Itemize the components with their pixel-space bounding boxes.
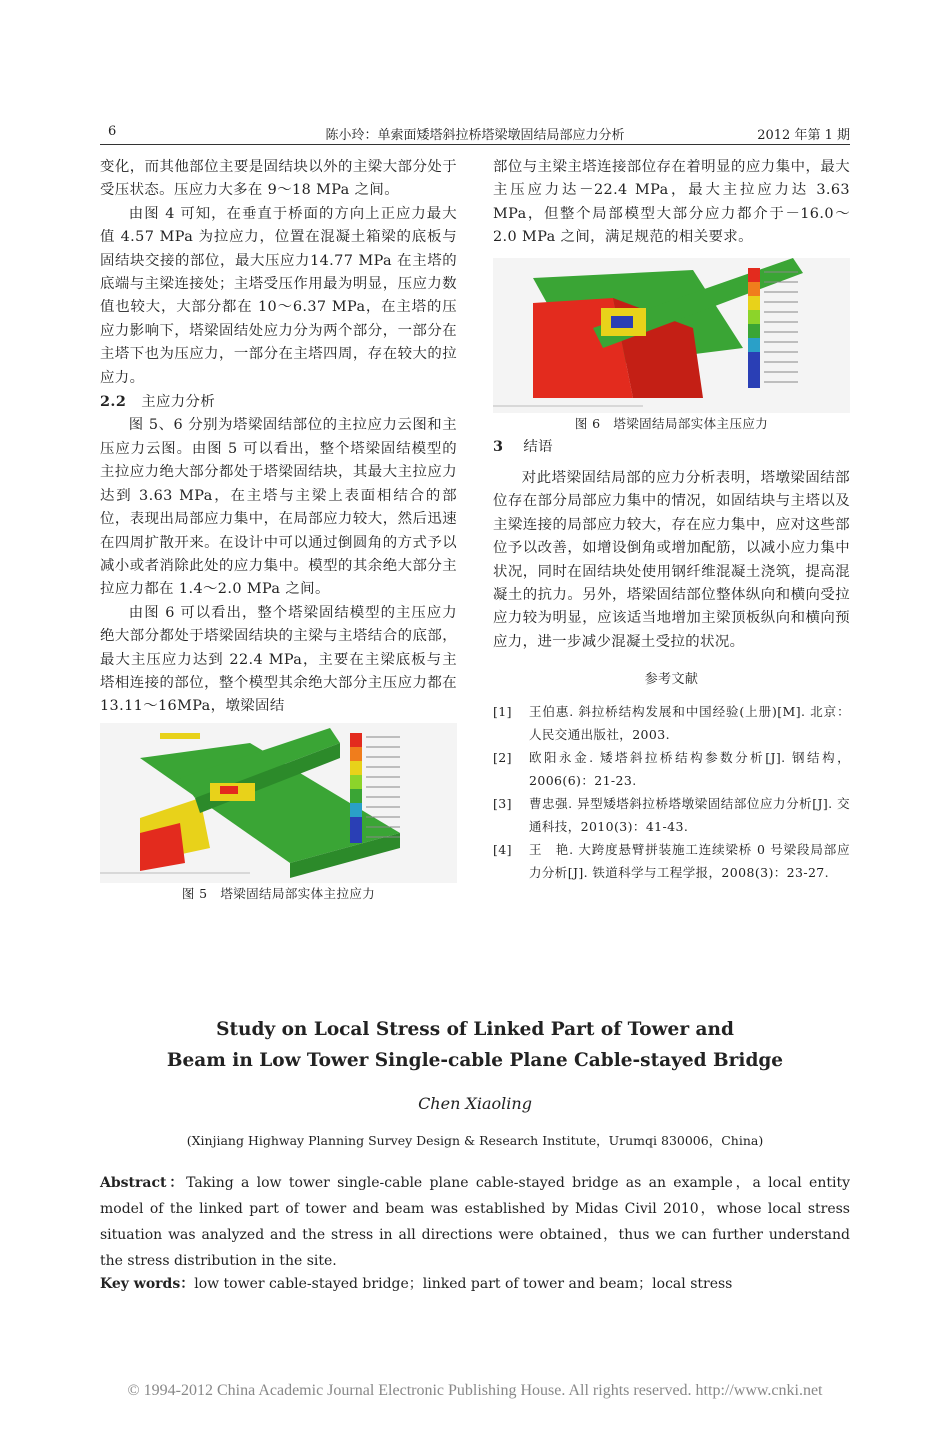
section-heading xyxy=(493,435,850,459)
paragraph: 图 5、6 分别为塔梁固结部位的主拉应力云图和主压应力云图。由图 5 可以看出，整个塔梁固结模型的主拉应力绝大部分都处于塔梁固结块，其最大主拉应力达到 3.63 MPa，在主塔与主梁上表面相结合的部位，表现出局部应力集中，在局部应力较大，然后迅速在四周扩散开来。在设计中可以通过倒圆角的方式予以减小或者消除此处的应力集中。模型的其余绝大部分主拉应力都在 1.4～2.0 MPa 之间。 xyxy=(100,417,457,598)
page-number: 6 xyxy=(108,124,117,139)
abstract-text: Taking a low tower single-cable plane cable-stayed bridge as an example，a local entity model of the linked part of tower and beam was established by Midas Civil 2010，whose local stress situation was analyzed and the stress in all directions were obtained，thus we can further understand the stress distribution in the site. xyxy=(100,1175,850,1269)
reference-list xyxy=(493,700,850,884)
paragraph: 由图 4 可知，在垂直于桥面的方向上正应力最大值 4.57 MPa 为拉应力，位置在混凝土箱梁的底板与固结块交接的部位，最大压应力14.77 MPa 在主塔的底端与主梁连接处；主塔受压作用最为明显，压应力数值也较大，大部分都在 10～6.37 MPa，在主塔的压应力影响下，塔梁固结处应力分为两个部分，一部分在主塔下也为压应力，一部分在主塔四周，存在较大的拉应力。 xyxy=(100,205,457,386)
running-title: 陈小玲：单索面矮塔斜拉桥塔梁墩固结局部应力分析 xyxy=(325,128,625,143)
copyright-footer: © 1994-2012 China Academic Journal Electronic Publishing House. All rights reserved. http://www.cnki.net xyxy=(127,1382,823,1399)
reference-text: 王 艳. 大跨度悬臂拼装施工连续梁桥 0 号梁段局部应力分析[J]. 铁道科学与工程学报，2008(3)：23-27. xyxy=(529,841,850,880)
reference-item xyxy=(493,700,850,746)
keywords-label: Key words： xyxy=(100,1276,195,1292)
reference-item xyxy=(493,792,850,838)
section-heading xyxy=(100,390,457,414)
english-title xyxy=(100,1014,850,1076)
section-number: 2.2 xyxy=(100,393,127,411)
paragraph: 变化，而其他部位主要是固结块以外的主梁大部分处于受压状态。压应力大多在 9～18 MPa 之间。 xyxy=(100,159,457,199)
abstract-label: Abstract： xyxy=(100,1175,187,1191)
reference-item xyxy=(493,746,850,792)
section-title: 主应力分析 xyxy=(141,394,216,411)
left-column xyxy=(100,156,457,905)
figure-5-caption: 图 5 塔梁固结局部实体主拉应力 xyxy=(181,885,376,901)
paragraph: 对此塔梁固结局部的应力分析表明，塔墩梁固结部位存在部分局部应力集中的情况，如固结块与主塔以及主梁连接的局部应力较大，存在应力集中，应对这些部位予以改善，如增设倒角或增加配筋，以减小应力集中状况，同时在固结块处使用钢纤维混凝土浇筑，提高混凝土的抗力。另外，塔梁固结部位整体纵向和横向受拉应力较为明显，应该适当地增加主梁顶板纵向和横向预应力，进一步减少混凝土受拉的状况。 xyxy=(493,470,850,650)
reference-item xyxy=(493,838,850,884)
figure-6 xyxy=(493,258,850,435)
reference-text: 王伯惠. 斜拉桥结构发展和中国经验(上册)[M]. 北京：人民交通出版社，2003. xyxy=(529,703,850,742)
fig5-stress-contour-image xyxy=(100,723,457,883)
references-heading: 参考文献 xyxy=(644,672,699,688)
english-title-line: Beam in Low Tower Single-cable Plane Cable-stayed Bridge xyxy=(166,1050,784,1071)
header-rule xyxy=(100,144,850,145)
reference-number: [3] xyxy=(493,795,512,811)
paragraph: 部位与主梁主塔连接部位存在着明显的应力集中，最大主压应力达－22.4 MPa，最大主拉应力达 3.63 MPa，但整个局部模型大部分应力都介于－16.0～2.0 MPa 之间，满足规范的相关要求。 xyxy=(493,159,850,246)
reference-number: [2] xyxy=(493,749,512,765)
issue-label: 2012 年第 1 期 xyxy=(757,128,850,143)
reference-text: 曹忠强. 异型矮塔斜拉桥塔墩梁固结部位应力分析[J]. 交通科技，2010(3)：41-43. xyxy=(529,795,850,834)
figure-5 xyxy=(100,723,457,905)
section-title: 结语 xyxy=(523,438,553,455)
right-column xyxy=(493,156,850,884)
english-abstract xyxy=(100,1170,850,1274)
paragraph: 由图 6 可以看出，整个塔梁固结模型的主压应力绝大部分都处于塔梁固结块的主梁与主塔结合的底部，最大主压应力达到 22.4 MPa，主要在主梁底板与主塔相连接的部位，整个模型其余绝大部分主压应力都在13.11～16MPa，墩梁固结 xyxy=(100,604,457,715)
english-title-line: Study on Local Stress of Linked Part of Tower and xyxy=(216,1019,734,1040)
english-keywords xyxy=(100,1271,850,1297)
reference-number: [4] xyxy=(493,841,512,857)
english-affiliation: (Xinjiang Highway Planning Survey Design & Research Institute，Urumqi 830006，China) xyxy=(186,1133,764,1148)
english-author: Chen Xiaoling xyxy=(418,1094,532,1113)
reference-text: 欧阳永金. 矮塔斜拉桥结构参数分析[J]. 钢结构，2006(6)：21-23. xyxy=(529,749,850,788)
reference-number: [1] xyxy=(493,703,512,719)
keywords-text: low tower cable-stayed bridge；linked part of tower and beam；local stress xyxy=(194,1276,733,1292)
fig6-stress-contour-image xyxy=(493,258,850,413)
section-number: 3 xyxy=(493,437,504,455)
figure-6-caption: 图 6 塔梁固结局部实体主压应力 xyxy=(574,415,769,431)
